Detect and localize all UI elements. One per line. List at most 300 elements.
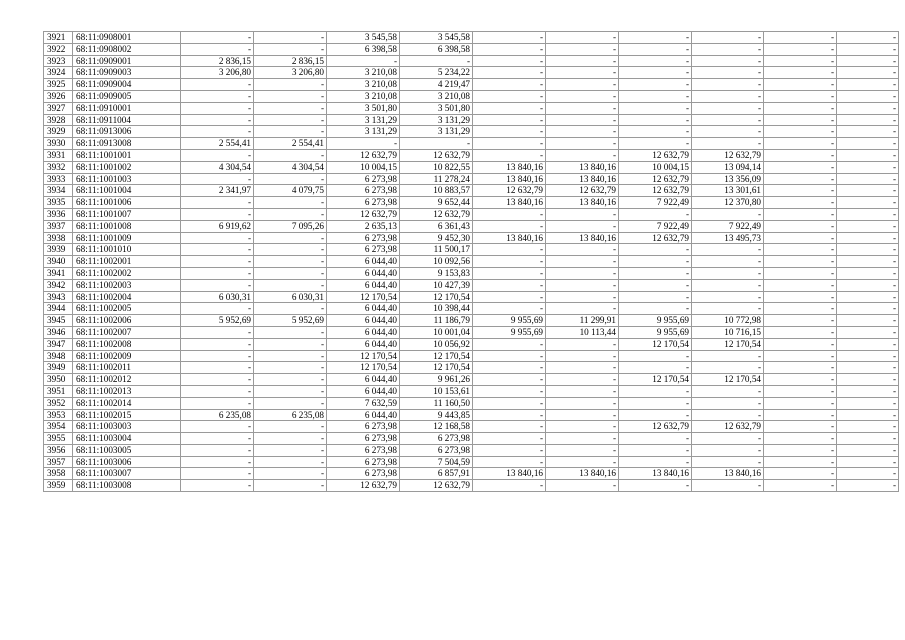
value-cell: - — [837, 385, 899, 397]
value-cell: - — [546, 126, 619, 138]
value-cell: - — [473, 350, 546, 362]
value-cell: 13 356,09 — [692, 173, 764, 185]
value-cell: - — [619, 102, 692, 114]
cadastral-code-cell: 68:11:1003005 — [73, 444, 181, 456]
value-cell: 11 186,79 — [400, 315, 473, 327]
value-cell: 12 170,54 — [619, 338, 692, 350]
value-cell: - — [837, 350, 899, 362]
table-row — [44, 43, 899, 55]
value-cell: - — [546, 279, 619, 291]
value-cell: - — [619, 409, 692, 421]
table-row — [44, 256, 899, 268]
value-cell: - — [473, 79, 546, 91]
row-number-cell: 3934 — [44, 185, 73, 197]
table-row — [44, 303, 899, 315]
table-row — [44, 149, 899, 161]
value-cell: - — [473, 256, 546, 268]
value-cell: - — [546, 149, 619, 161]
cadastral-code-cell: 68:11:1002011 — [73, 362, 181, 374]
value-cell: 4 079,75 — [254, 185, 327, 197]
value-cell: - — [837, 90, 899, 102]
value-cell: - — [692, 267, 764, 279]
value-cell: 6 273,98 — [327, 232, 400, 244]
table-row — [44, 291, 899, 303]
value-cell: 10 398,44 — [400, 303, 473, 315]
cadastral-code-cell: 68:11:1003006 — [73, 456, 181, 468]
value-cell: - — [837, 208, 899, 220]
value-cell: - — [546, 43, 619, 55]
value-cell: - — [473, 444, 546, 456]
value-cell: - — [546, 374, 619, 386]
value-cell: - — [546, 433, 619, 445]
value-cell: 12 632,79 — [473, 185, 546, 197]
row-number-cell: 3925 — [44, 79, 73, 91]
value-cell: 4 219,47 — [400, 79, 473, 91]
value-cell: - — [619, 385, 692, 397]
value-cell: 10 883,57 — [400, 185, 473, 197]
value-cell: - — [764, 232, 837, 244]
value-cell: 6 044,40 — [327, 315, 400, 327]
value-cell: - — [473, 291, 546, 303]
row-number-cell: 3950 — [44, 374, 73, 386]
row-number-cell: 3929 — [44, 126, 73, 138]
value-cell: - — [837, 468, 899, 480]
value-cell: - — [254, 114, 327, 126]
value-cell: - — [764, 173, 837, 185]
value-cell: - — [619, 267, 692, 279]
row-number-cell: 3943 — [44, 291, 73, 303]
value-cell: - — [692, 126, 764, 138]
row-number-cell: 3957 — [44, 456, 73, 468]
value-cell: - — [692, 279, 764, 291]
value-cell: - — [837, 362, 899, 374]
table-row — [44, 315, 899, 327]
value-cell: - — [254, 208, 327, 220]
cadastral-code-cell: 68:11:1002007 — [73, 326, 181, 338]
value-cell: - — [619, 55, 692, 67]
table-row — [44, 279, 899, 291]
value-cell: 6 044,40 — [327, 385, 400, 397]
value-cell: - — [619, 208, 692, 220]
row-number-cell: 3951 — [44, 385, 73, 397]
value-cell: - — [254, 79, 327, 91]
value-cell: - — [837, 102, 899, 114]
value-cell: 13 495,73 — [692, 232, 764, 244]
value-cell: - — [181, 444, 254, 456]
data-table — [43, 31, 899, 492]
value-cell: - — [254, 126, 327, 138]
cadastral-code-cell: 68:11:0909005 — [73, 90, 181, 102]
value-cell: 2 341,97 — [181, 185, 254, 197]
value-cell: - — [254, 303, 327, 315]
value-cell: - — [837, 232, 899, 244]
value-cell: - — [764, 138, 837, 150]
table-row — [44, 161, 899, 173]
value-cell: 6 044,40 — [327, 326, 400, 338]
row-number-cell: 3945 — [44, 315, 73, 327]
value-cell: - — [692, 32, 764, 44]
value-cell: - — [692, 350, 764, 362]
table-row — [44, 350, 899, 362]
value-cell: - — [254, 444, 327, 456]
table-row — [44, 244, 899, 256]
value-cell: 13 840,16 — [473, 197, 546, 209]
cadastral-code-cell: 68:11:1002008 — [73, 338, 181, 350]
value-cell: - — [181, 32, 254, 44]
value-cell: 10 772,98 — [692, 315, 764, 327]
value-cell: - — [473, 32, 546, 44]
value-cell: 6 857,91 — [400, 468, 473, 480]
cadastral-code-cell: 68:11:1003004 — [73, 433, 181, 445]
value-cell: - — [837, 220, 899, 232]
value-cell: - — [254, 232, 327, 244]
value-cell: 5 234,22 — [400, 67, 473, 79]
value-cell: - — [619, 480, 692, 492]
value-cell: - — [619, 32, 692, 44]
value-cell: 9 443,85 — [400, 409, 473, 421]
value-cell: - — [692, 55, 764, 67]
value-cell: 9 955,69 — [473, 326, 546, 338]
value-cell: - — [837, 338, 899, 350]
value-cell: 5 952,69 — [254, 315, 327, 327]
value-cell: - — [764, 114, 837, 126]
value-cell: - — [181, 114, 254, 126]
cadastral-code-cell: 68:11:1001003 — [73, 173, 181, 185]
value-cell: - — [837, 409, 899, 421]
value-cell: 3 210,08 — [327, 90, 400, 102]
cadastral-code-cell: 68:11:1002003 — [73, 279, 181, 291]
value-cell: 6 030,31 — [254, 291, 327, 303]
value-cell: - — [181, 303, 254, 315]
cadastral-code-cell: 68:11:1002006 — [73, 315, 181, 327]
table-row — [44, 444, 899, 456]
value-cell: - — [546, 397, 619, 409]
value-cell: - — [181, 385, 254, 397]
table-row — [44, 90, 899, 102]
value-cell: - — [692, 362, 764, 374]
value-cell: 6 273,98 — [400, 444, 473, 456]
value-cell: - — [764, 90, 837, 102]
value-cell: - — [181, 350, 254, 362]
value-cell: 10 001,04 — [400, 326, 473, 338]
value-cell: - — [619, 244, 692, 256]
value-cell: - — [619, 126, 692, 138]
value-cell: - — [619, 362, 692, 374]
cadastral-code-cell: 68:11:1003008 — [73, 480, 181, 492]
value-cell: - — [692, 102, 764, 114]
value-cell: - — [546, 67, 619, 79]
value-cell: - — [837, 67, 899, 79]
value-cell: 10 427,39 — [400, 279, 473, 291]
cadastral-code-cell: 68:11:1001002 — [73, 161, 181, 173]
value-cell: 6 273,98 — [327, 456, 400, 468]
value-cell: 3 210,08 — [327, 79, 400, 91]
value-cell: - — [764, 326, 837, 338]
cadastral-code-cell: 68:11:0913006 — [73, 126, 181, 138]
value-cell: - — [181, 102, 254, 114]
table-row — [44, 32, 899, 44]
value-cell: 5 952,69 — [181, 315, 254, 327]
value-cell: - — [619, 79, 692, 91]
cadastral-code-cell: 68:11:1002014 — [73, 397, 181, 409]
row-number-cell: 3926 — [44, 90, 73, 102]
row-number-cell: 3942 — [44, 279, 73, 291]
value-cell: - — [692, 208, 764, 220]
cadastral-code-cell: 68:11:1001010 — [73, 244, 181, 256]
value-cell: - — [692, 433, 764, 445]
value-cell: - — [546, 32, 619, 44]
value-cell: 12 170,54 — [692, 374, 764, 386]
value-cell: - — [254, 338, 327, 350]
value-cell: - — [837, 326, 899, 338]
value-cell: - — [764, 315, 837, 327]
value-cell: - — [837, 79, 899, 91]
value-cell: - — [692, 397, 764, 409]
value-cell: - — [619, 279, 692, 291]
value-cell: - — [473, 43, 546, 55]
value-cell: - — [327, 138, 400, 150]
value-cell: 7 922,49 — [619, 220, 692, 232]
cadastral-code-cell: 68:11:1001007 — [73, 208, 181, 220]
value-cell: 12 170,54 — [400, 350, 473, 362]
value-cell: - — [546, 90, 619, 102]
value-cell: - — [764, 197, 837, 209]
value-cell: - — [254, 244, 327, 256]
value-cell: - — [473, 244, 546, 256]
value-cell: - — [181, 433, 254, 445]
value-cell: - — [764, 397, 837, 409]
value-cell: 12 632,79 — [400, 149, 473, 161]
value-cell: 6 273,98 — [327, 185, 400, 197]
row-number-cell: 3931 — [44, 149, 73, 161]
value-cell: - — [181, 267, 254, 279]
value-cell: - — [692, 138, 764, 150]
cadastral-code-cell: 68:11:1003003 — [73, 421, 181, 433]
table-row — [44, 138, 899, 150]
value-cell: - — [254, 326, 327, 338]
value-cell: - — [546, 138, 619, 150]
cadastral-code-cell: 68:11:1002005 — [73, 303, 181, 315]
value-cell: - — [254, 362, 327, 374]
cadastral-code-cell: 68:11:0911004 — [73, 114, 181, 126]
value-cell: - — [764, 244, 837, 256]
table-row — [44, 220, 899, 232]
cadastral-code-cell: 68:11:0909003 — [73, 67, 181, 79]
row-number-cell: 3953 — [44, 409, 73, 421]
value-cell: - — [181, 256, 254, 268]
value-cell: - — [764, 362, 837, 374]
value-cell: 12 170,54 — [327, 291, 400, 303]
row-number-cell: 3949 — [44, 362, 73, 374]
value-cell: 9 955,69 — [473, 315, 546, 327]
table-row — [44, 208, 899, 220]
value-cell: - — [400, 55, 473, 67]
table-row — [44, 102, 899, 114]
value-cell: - — [181, 90, 254, 102]
value-cell: - — [473, 397, 546, 409]
value-cell: - — [692, 456, 764, 468]
value-cell: - — [181, 126, 254, 138]
value-cell: 9 652,44 — [400, 197, 473, 209]
value-cell: 13 094,14 — [692, 161, 764, 173]
value-cell: 13 840,16 — [619, 468, 692, 480]
value-cell: - — [546, 362, 619, 374]
value-cell: - — [837, 291, 899, 303]
cadastral-code-cell: 68:11:0910001 — [73, 102, 181, 114]
value-cell: - — [546, 256, 619, 268]
value-cell: 3 501,80 — [327, 102, 400, 114]
value-cell: - — [837, 32, 899, 44]
value-cell: - — [473, 149, 546, 161]
row-number-cell: 3932 — [44, 161, 73, 173]
value-cell: 12 170,54 — [692, 338, 764, 350]
value-cell: 11 278,24 — [400, 173, 473, 185]
row-number-cell: 3959 — [44, 480, 73, 492]
value-cell: 10 153,61 — [400, 385, 473, 397]
row-number-cell: 3928 — [44, 114, 73, 126]
value-cell: - — [692, 444, 764, 456]
value-cell: 12 632,79 — [546, 185, 619, 197]
value-cell: - — [254, 197, 327, 209]
value-cell: - — [181, 468, 254, 480]
value-cell: - — [619, 90, 692, 102]
value-cell: - — [837, 173, 899, 185]
value-cell: - — [764, 102, 837, 114]
value-cell: - — [692, 385, 764, 397]
value-cell: 7 922,49 — [619, 197, 692, 209]
value-cell: 12 632,79 — [327, 149, 400, 161]
value-cell: - — [764, 55, 837, 67]
value-cell: 9 452,30 — [400, 232, 473, 244]
row-number-cell: 3947 — [44, 338, 73, 350]
table-row — [44, 433, 899, 445]
value-cell: - — [619, 256, 692, 268]
value-cell: 12 632,79 — [619, 173, 692, 185]
row-number-cell: 3935 — [44, 197, 73, 209]
value-cell: - — [473, 67, 546, 79]
value-cell: - — [181, 197, 254, 209]
value-cell: - — [837, 480, 899, 492]
value-cell: - — [837, 421, 899, 433]
value-cell: - — [181, 232, 254, 244]
value-cell: - — [181, 208, 254, 220]
value-cell: - — [764, 67, 837, 79]
cadastral-code-cell: 68:11:1002002 — [73, 267, 181, 279]
cadastral-code-cell: 68:11:1002004 — [73, 291, 181, 303]
value-cell: 6 044,40 — [327, 256, 400, 268]
value-cell: - — [181, 79, 254, 91]
value-cell: - — [692, 303, 764, 315]
value-cell: 6 273,98 — [327, 444, 400, 456]
value-cell: - — [546, 338, 619, 350]
value-cell: 4 304,54 — [254, 161, 327, 173]
value-cell: - — [837, 315, 899, 327]
value-cell: 12 632,79 — [619, 421, 692, 433]
value-cell: 12 632,79 — [692, 149, 764, 161]
table-row — [44, 126, 899, 138]
value-cell: - — [473, 208, 546, 220]
value-cell: - — [254, 267, 327, 279]
value-cell: - — [837, 267, 899, 279]
value-cell: - — [546, 456, 619, 468]
value-cell: 12 632,79 — [327, 208, 400, 220]
value-cell: - — [764, 161, 837, 173]
value-cell: - — [546, 220, 619, 232]
value-cell: - — [692, 43, 764, 55]
value-cell: 3 131,29 — [400, 126, 473, 138]
value-cell: 6 273,98 — [327, 244, 400, 256]
value-cell: - — [619, 456, 692, 468]
value-cell: - — [181, 374, 254, 386]
value-cell: - — [692, 90, 764, 102]
row-number-cell: 3927 — [44, 102, 73, 114]
value-cell: - — [837, 433, 899, 445]
value-cell: - — [619, 350, 692, 362]
value-cell: - — [254, 279, 327, 291]
value-cell: - — [837, 279, 899, 291]
value-cell: - — [546, 350, 619, 362]
value-cell: - — [546, 55, 619, 67]
value-cell: 10 113,44 — [546, 326, 619, 338]
cadastral-code-cell: 68:11:0908001 — [73, 32, 181, 44]
value-cell: - — [546, 79, 619, 91]
value-cell: 12 170,54 — [327, 350, 400, 362]
value-cell: 7 504,59 — [400, 456, 473, 468]
value-cell: - — [546, 102, 619, 114]
value-cell: - — [254, 397, 327, 409]
value-cell: 7 632,59 — [327, 397, 400, 409]
table-row — [44, 55, 899, 67]
value-cell: - — [764, 208, 837, 220]
value-cell: - — [473, 279, 546, 291]
value-cell: - — [473, 385, 546, 397]
cadastral-code-cell: 68:11:1001008 — [73, 220, 181, 232]
value-cell: - — [254, 468, 327, 480]
value-cell: 2 635,13 — [327, 220, 400, 232]
value-cell: 6 273,98 — [327, 421, 400, 433]
value-cell: 4 304,54 — [181, 161, 254, 173]
row-number-cell: 3930 — [44, 138, 73, 150]
value-cell: 6 398,58 — [400, 43, 473, 55]
value-cell: - — [619, 444, 692, 456]
row-number-cell: 3952 — [44, 397, 73, 409]
value-cell: - — [473, 409, 546, 421]
value-cell: 13 840,16 — [546, 173, 619, 185]
value-cell: 13 840,16 — [546, 468, 619, 480]
table-body — [44, 32, 899, 492]
value-cell: - — [837, 43, 899, 55]
value-cell: - — [692, 480, 764, 492]
table-row — [44, 67, 899, 79]
table-row — [44, 267, 899, 279]
value-cell: - — [546, 421, 619, 433]
value-cell: - — [764, 338, 837, 350]
value-cell: - — [546, 208, 619, 220]
row-number-cell: 3956 — [44, 444, 73, 456]
value-cell: 12 632,79 — [400, 480, 473, 492]
value-cell: - — [254, 480, 327, 492]
value-cell: - — [764, 126, 837, 138]
value-cell: - — [473, 102, 546, 114]
table-row — [44, 421, 899, 433]
value-cell: 3 206,80 — [181, 67, 254, 79]
value-cell: 13 840,16 — [546, 161, 619, 173]
value-cell: 12 632,79 — [619, 185, 692, 197]
value-cell: 3 545,58 — [327, 32, 400, 44]
value-cell: 6 361,43 — [400, 220, 473, 232]
value-cell: - — [181, 421, 254, 433]
value-cell: - — [837, 185, 899, 197]
